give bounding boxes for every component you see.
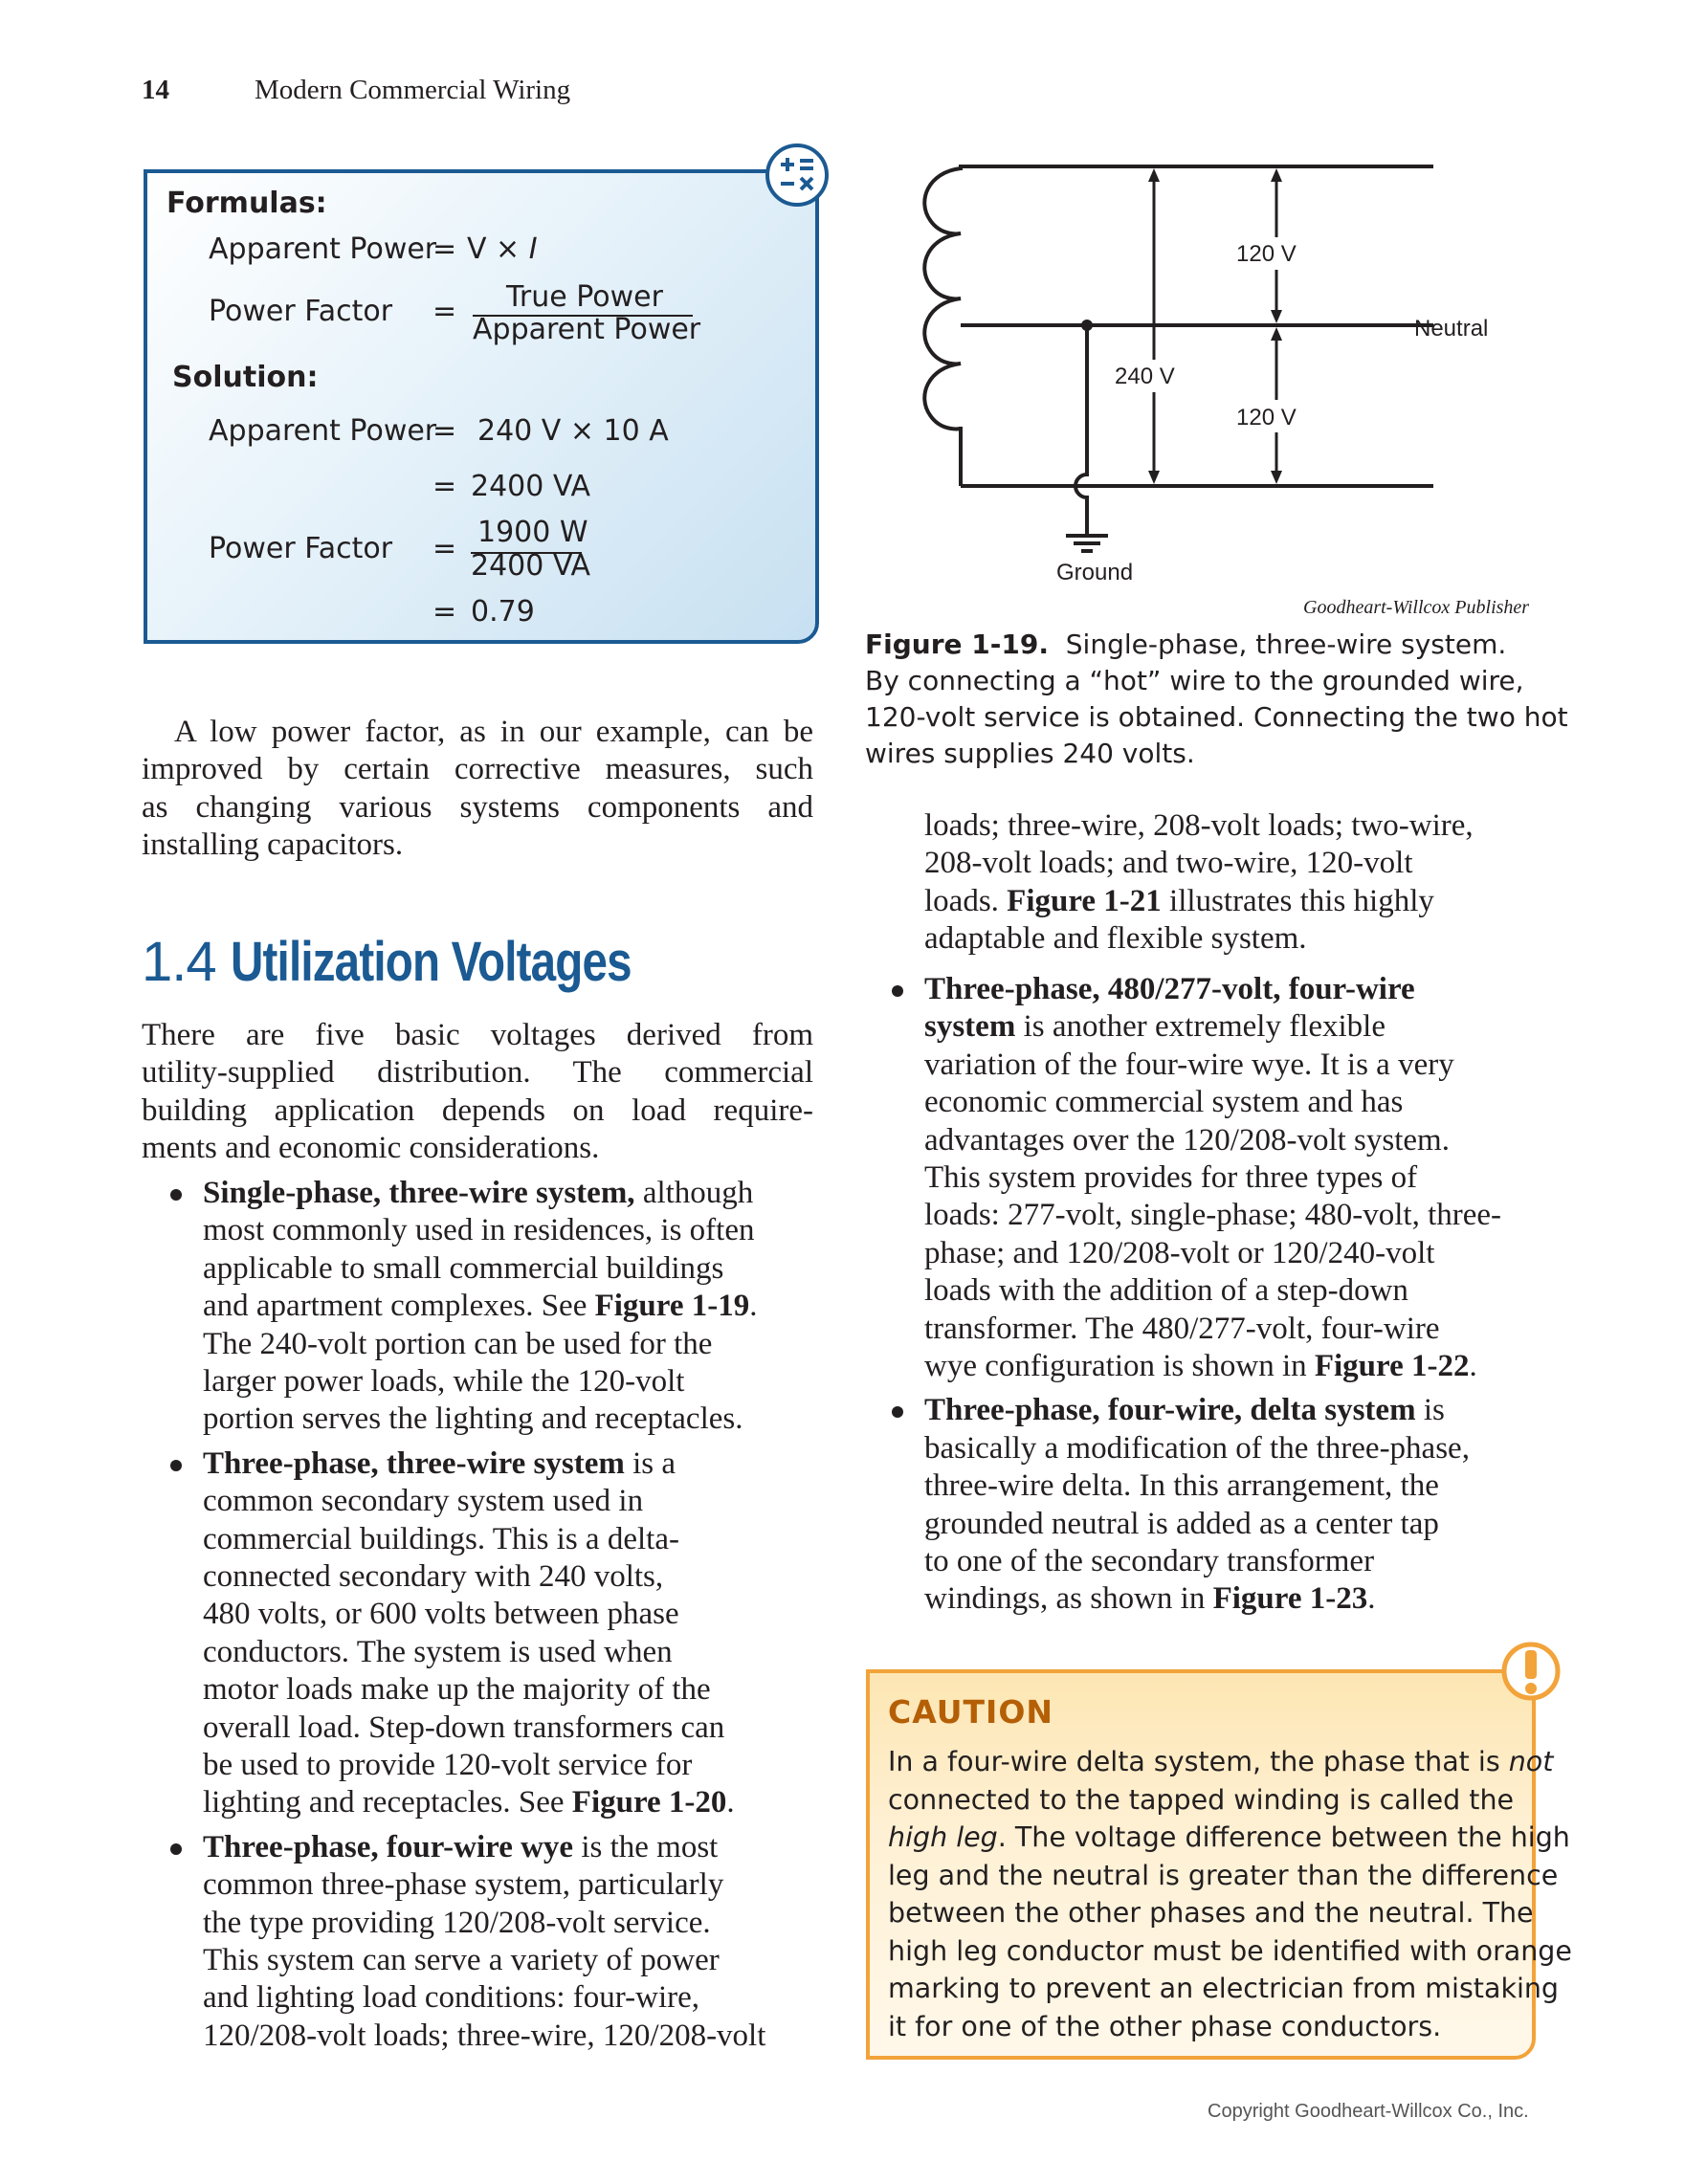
text-line: connected secondary with 240 volts,	[203, 1559, 664, 1595]
text-line: and apartment complexes. See Figure 1-19.	[203, 1289, 758, 1324]
text-line: loads. Figure 1-21 illustrates this highly	[924, 883, 1434, 918]
paragraph-line: building application depends on load require-	[142, 1092, 813, 1128]
text-line: loads; three-wire, 208-volt loads; two-wire,	[924, 808, 1474, 843]
solution-step2-rhs: 2400 VA	[471, 470, 591, 503]
caption-line: wires supplies 240 volts.	[865, 738, 1195, 769]
section-number: 1.4	[142, 931, 216, 993]
solution-apparent-power-equals: =	[432, 414, 457, 448]
label-120v-top: 120 V	[1236, 241, 1297, 267]
text-line: system is another extremely flexible	[924, 1009, 1386, 1045]
text-line: transformer. The 480/277-volt, four-wire	[924, 1311, 1440, 1346]
caption-label: Figure 1-19.	[865, 629, 1049, 660]
caution-line: marking to prevent an electrician from mistaking	[888, 1973, 1560, 2004]
text-line: This system provides for three types of	[924, 1160, 1418, 1196]
text-line: Three-phase, three-wire system is a	[203, 1445, 676, 1481]
text-line: three-wire delta. In this arrangement, the	[924, 1468, 1439, 1504]
paragraph-line: installing capacitors.	[142, 827, 404, 863]
text-line: portion serves the lighting and receptacles.	[203, 1401, 743, 1437]
formula-apparent-power-rhs: V × I	[467, 232, 538, 266]
solution-final-equals: =	[432, 595, 457, 629]
text-line: Single-phase, three-wire system, although	[203, 1176, 754, 1210]
text-line: economic commercial system and has	[924, 1085, 1404, 1120]
text-line: the type providing 120/208-volt service.	[203, 1905, 711, 1940]
solution-power-factor-numerator: 1900 W	[477, 516, 588, 549]
text-line: 208-volt loads; and two-wire, 120-volt	[924, 846, 1413, 881]
text-line: and lighting load conditions: four-wire,	[203, 1980, 699, 2016]
solution-step2-equals: =	[432, 470, 457, 503]
continued-bullet-text	[924, 807, 1474, 959]
caution-line: In a four-wire delta system, the phase that is not	[888, 1746, 1554, 1777]
solution-apparent-power-label: Apparent Power	[209, 414, 437, 448]
text-line: loads: 277-volt, single-phase; 480-volt, three-	[924, 1198, 1502, 1233]
bullet-icon	[170, 1189, 182, 1201]
paragraph-line: utility-supplied distribution. The commercial	[142, 1055, 813, 1091]
text-line: common three-phase system, particularly	[203, 1867, 724, 1903]
caption-line: 120-volt service is obtained. Connecting the two hot	[865, 701, 1568, 733]
running-title: Modern Commercial Wiring	[255, 75, 571, 105]
label-ground: Ground	[1056, 560, 1134, 585]
formula-power-factor-equals: =	[432, 295, 457, 328]
text-line: commercial buildings. This is a delta-	[203, 1521, 679, 1556]
caption-line: By connecting a “hot” wire to the grounded wire,	[865, 665, 1524, 696]
section-title: Utilization Voltages	[230, 931, 632, 993]
solution-power-factor-denominator: 2400 VA	[471, 549, 591, 583]
text-line: to one of the secondary transformer	[924, 1544, 1375, 1579]
text-line: 480 volts, or 600 volts between phase	[203, 1597, 679, 1632]
coil-leads	[861, 143, 1550, 603]
caution-text	[888, 1743, 1572, 2045]
solution-heading: Solution:	[172, 361, 319, 394]
paragraph-line: as changing various systems components and	[142, 789, 813, 825]
text-line: wye configuration is shown in Figure 1-22.	[924, 1349, 1477, 1384]
bullet-item	[924, 971, 1501, 1385]
figure-credit: Goodheart-Willcox Publisher	[1303, 597, 1530, 618]
paragraph-line: There are five basic voltages derived from	[142, 1018, 813, 1052]
text-line: phase; and 120/208-volt or 120/240-volt	[924, 1235, 1435, 1270]
paragraph-line: A low power factor, as in our example, can be	[174, 715, 813, 749]
bullet-item	[203, 1445, 735, 1822]
caption-line-1: Figure 1-19. Single-phase, three-wire system.	[865, 629, 1507, 660]
text-line: advantages over the 120/208-volt system.	[924, 1122, 1450, 1158]
formula-power-factor-label: Power Factor	[209, 295, 393, 328]
calculator-operators-icon	[765, 143, 829, 207]
text-line: common secondary system used in	[203, 1484, 644, 1519]
caution-line: between the other phases and the neutral. The	[888, 1897, 1534, 1929]
solution-power-factor-label: Power Factor	[209, 532, 393, 565]
solution-power-factor-equals: =	[432, 532, 457, 565]
text-line: variation of the four-wire wye. It is a very	[924, 1047, 1454, 1082]
formulas-heading: Formulas:	[166, 187, 327, 220]
paragraph-line: improved by certain corrective measures, such	[142, 752, 813, 787]
page-number: 14	[142, 75, 169, 105]
section-intro-paragraph	[142, 1017, 813, 1168]
text-line: Three-phase, 480/277-volt, four-wire	[924, 972, 1415, 1006]
text-line: grounded neutral is added as a center tap	[924, 1506, 1439, 1541]
label-neutral: Neutral	[1414, 316, 1489, 342]
text-line: loads with the addition of a step-down	[924, 1273, 1408, 1309]
bullet-item	[203, 1829, 765, 2055]
text-line: overall load. Step-down transformers can	[203, 1710, 725, 1745]
formula-power-factor-denominator: Apparent Power	[473, 313, 701, 346]
formula-box	[144, 169, 819, 644]
intro-paragraph	[142, 714, 813, 865]
caution-line: high leg conductor must be identified with orange	[888, 1934, 1572, 1967]
text-line: windings, as shown in Figure 1-23.	[924, 1581, 1376, 1617]
text-line: basically a modification of the three-phase,	[924, 1430, 1470, 1466]
section-heading	[142, 930, 719, 994]
formula-power-factor-numerator: True Power	[506, 280, 663, 314]
text-line: 120/208-volt loads; three-wire, 120/208-volt	[203, 2018, 766, 2053]
text-line: most commonly used in residences, is often	[203, 1213, 755, 1248]
label-120v-bottom: 120 V	[1236, 405, 1297, 430]
solution-apparent-power-rhs: 240 V × 10 A	[477, 414, 669, 448]
paragraph-line: ments and economic considerations.	[142, 1131, 600, 1166]
text-line: motor loads make up the majority of the	[203, 1672, 711, 1708]
text-line: adaptable and flexible system.	[924, 921, 1307, 957]
caution-line: high leg. The voltage difference between the high	[888, 1821, 1570, 1853]
text-line: be used to provide 120-volt service for	[203, 1748, 693, 1783]
formula-apparent-power-label: Apparent Power	[209, 232, 437, 266]
bullet-icon	[170, 1843, 182, 1855]
copyright-notice: Copyright Goodheart-Willcox Co., Inc.	[1208, 2101, 1529, 2122]
text-line: applicable to small commercial buildings	[203, 1250, 724, 1286]
text-line: Three-phase, four-wire, delta system is	[924, 1393, 1445, 1428]
caution-line: leg and the neutral is greater than the difference	[888, 1859, 1559, 1891]
bullet-item	[924, 1392, 1470, 1618]
bullet-item	[203, 1175, 757, 1439]
label-240v: 240 V	[1115, 364, 1175, 389]
bullet-icon	[892, 1406, 903, 1418]
solution-final-rhs: 0.79	[471, 595, 535, 629]
text-line: lighting and receptacles. See Figure 1-20.	[203, 1785, 735, 1820]
figure-caption	[865, 627, 1568, 772]
caution-line: connected to the tapped winding is called the	[888, 1783, 1515, 1816]
text-line: The 240-volt portion can be used for the	[203, 1326, 713, 1361]
text-line: larger power loads, while the 120-volt	[203, 1364, 685, 1400]
exclamation-icon	[1500, 1639, 1562, 1708]
text-line: conductors. The system is used when	[203, 1634, 673, 1669]
bullet-icon	[892, 985, 903, 997]
caution-line: it for one of the other phase conductors.	[888, 2010, 1442, 2042]
formula-apparent-power-equals: =	[432, 232, 457, 266]
text-line: This system can serve a variety of power	[203, 1943, 720, 1978]
caution-title: CAUTION	[888, 1693, 1053, 1731]
text-line: Three-phase, four-wire wye is the most	[203, 1829, 719, 1864]
bullet-icon	[170, 1460, 182, 1471]
